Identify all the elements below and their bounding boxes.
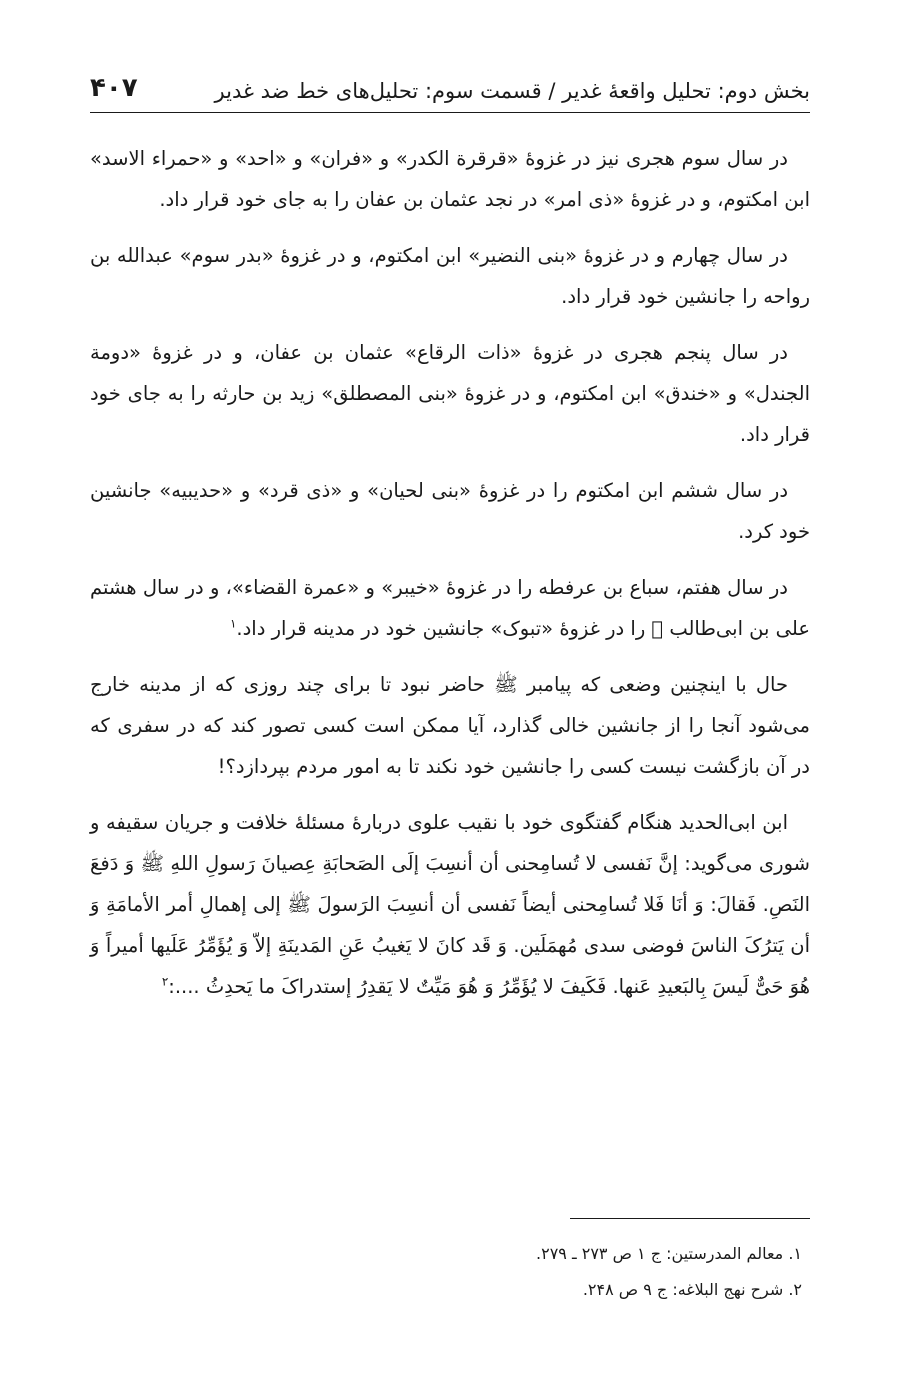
running-header (90, 68, 810, 113)
footnote-marker[interactable]: ۲ (161, 974, 169, 989)
footnote-item: ۱. معالم المدرستین: ج ۱ ص ۲۷۳ ـ ۲۷۹. (536, 1244, 802, 1263)
footnote-item: ۲. شرح نهج البلاغه: ج ۹ ص ۲۴۸. (582, 1280, 802, 1299)
paragraph (90, 567, 810, 649)
footnote-separator (570, 1218, 810, 1219)
paragraph-text: ابن ابی‌الحدید هنگام گفتگوی خود با نقیب علوی دربارهٔ مسئلهٔ خلافت و جریان سقیفه و شوری می‌گوید: إنَّ نَفسی لا تُسامِحنی أن أنسِبَ إلَی الصَحابَةِ عِصیانَ رَسولِ اللهِ ﷺ وَ دَفعَ النَصِ. فَقالَ: وَ أنَا فَلا تُسامِحنی أیضاً نَفسی أن أنسِبَ الرَسولَ ﷺ إلی إهمالِ أمر الأمامَةِ وَ أن یَترُکَ الناسَ فوضی سدی مُهمَلَین. وَ قَد کانَ لا یَغیبُ عَنِ المَدینَةِ إلاّ وَ یُؤَمِّرُ عَلَیها أمیراً وَ هُوَ حَیٌّ لَیسَ بِالبَعیدِ عَنها. فَکَیفَ لا یُؤَمِّرُ وَ هُوَ مَیِّتٌ لا یَقدِرُ إستدراکَ ما یَحدِثُ ....: (90, 811, 810, 998)
paragraph-text: در سال ششم ابن امکتوم را در غزوهٔ «بنی لحیان» و «ذی قرد» و «حدیبیه» جانشین خود کرد. (90, 479, 810, 543)
page-number: ۴۰۷ (90, 73, 138, 103)
paragraph-text: در سال پنجم هجری در غزوهٔ «ذات الرقاع» عثمان بن عفان، و در غزوهٔ «دومة الجندل» و «خندق» ابن امکتوم، و در غزوهٔ «بنی المصطلق» زید بن حارثه را به جای خود قرار داد. (90, 341, 810, 446)
body-text (90, 138, 810, 1022)
paragraph (90, 138, 810, 220)
book-page (90, 0, 810, 1390)
paragraph-text: در سال چهارم و در غزوهٔ «بنی النضیر» ابن امکتوم، و در غزوهٔ «بدر سوم» عبدالله بن رواحه را جانشین خود قرار داد. (90, 244, 810, 308)
footnotes (90, 1236, 810, 1308)
paragraph (90, 332, 810, 455)
paragraph-text: حال با اینچنین وضعی که پیامبر ﷺ حاضر نبود تا برای چند روزی که از مدینه خارج می‌شود آنجا را از جانشین خالی گذارد، آیا ممکن است کسی تصور کند که در سفری که در آن بازگشت نیست کسی را جانشین خود نکند تا به امور مردم بپردازد؟! (90, 673, 810, 778)
paragraph (90, 235, 810, 317)
paragraph-text: در سال هفتم، سباع بن عرفطه را در غزوهٔ «خیبر» و «عمرة القضاء»، و در سال هشتم علی بن ابی‌طالب ﷣ را در غزوهٔ «تبوک» جانشین خود در مدینه قرار داد. (90, 576, 810, 640)
paragraph (90, 470, 810, 552)
header-title: بخش دوم: تحلیل واقعهٔ غدیر / قسمت سوم: تحلیل‌های خط ضد غدیر (214, 79, 810, 103)
paragraph-text: در سال سوم هجری نیز در غزوهٔ «قرقرة الکدر» و «فران» و «احد» و «حمراء الاسد» ابن امکتوم، و در غزوهٔ «ذی امر» در نجد عثمان بن عفان را به جای خود قرار داد. (90, 147, 810, 211)
paragraph (90, 664, 810, 787)
paragraph-quote (90, 802, 810, 1007)
footnote-marker[interactable]: ۱ (229, 616, 237, 631)
